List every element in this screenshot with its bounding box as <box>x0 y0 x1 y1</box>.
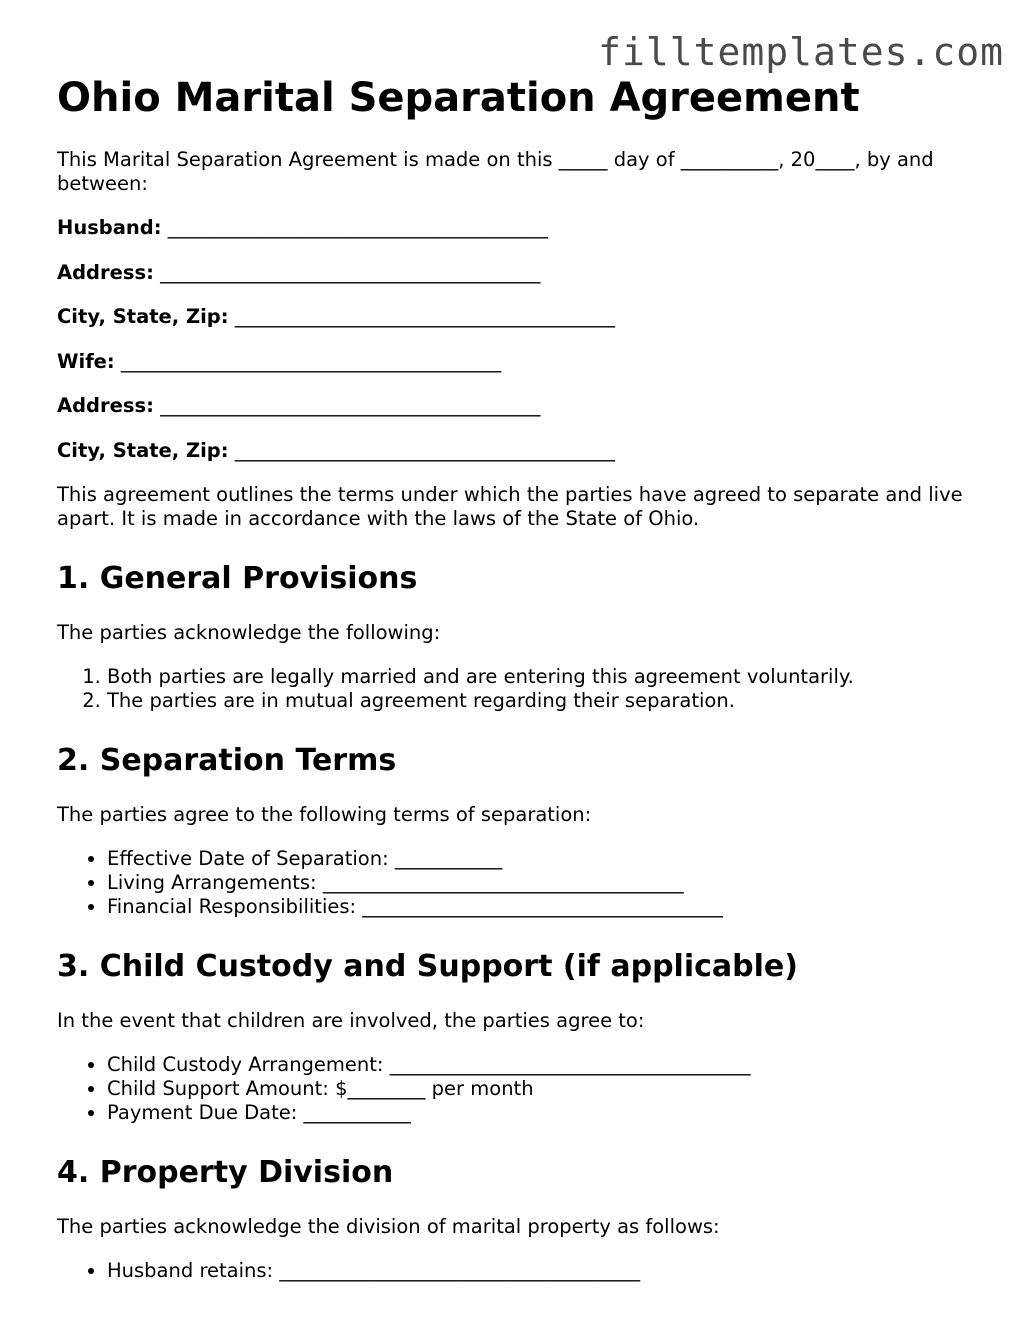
watermark: filltemplates.com <box>598 30 1004 74</box>
list-item: • Child Custody Arrangement: _____________________________________ <box>107 1053 997 1077</box>
purpose-paragraph: This agreement outlines the terms under which the parties have agreed to separate and live apart. It is made in accordance with the laws of the State of Ohio. <box>57 483 963 530</box>
list-item: • Living Arrangements: _____________________________________ <box>107 871 997 895</box>
general-provisions-list <box>57 665 997 713</box>
field-label: Wife: <box>57 349 115 373</box>
field-label: Address: <box>57 394 154 417</box>
document-title: Ohio Marital Separation Agreement <box>57 75 860 121</box>
section-lead-terms: The parties agree to the following terms of separation: <box>57 803 592 826</box>
wife-address-field <box>57 394 997 418</box>
field-blank: _______________________________________ <box>234 438 616 462</box>
field-blank: _______________________________________ <box>160 394 541 417</box>
list-item: • Effective Date of Separation: ___________ <box>107 847 997 871</box>
wife-city-state-zip-field <box>57 439 997 463</box>
list-item: 1. Both parties are legally married and are entering this agreement voluntarily. <box>107 665 997 689</box>
field-label: Husband: <box>57 216 162 239</box>
section-heading-property: 4. Property Division <box>57 1155 394 1190</box>
husband-city-state-zip-field <box>57 305 997 329</box>
separation-terms-list <box>57 847 997 919</box>
field-blank: _______________________________________ <box>160 260 541 284</box>
field-blank: _______________________________________ <box>234 305 616 328</box>
field-label: City, State, Zip: <box>57 305 229 328</box>
field-label: Address: <box>57 260 154 284</box>
section-lead-custody: In the event that children are involved, the parties agree to: <box>57 1009 645 1032</box>
list-item: • Financial Responsibilities: _____________________________________ <box>107 895 997 919</box>
section-lead-general: The parties acknowledge the following: <box>57 621 441 644</box>
husband-address-field <box>57 261 997 285</box>
field-label: City, State, Zip: <box>57 438 229 462</box>
husband-field <box>57 216 997 240</box>
section-heading-terms: 2. Separation Terms <box>57 743 397 778</box>
field-blank: _______________________________________ <box>167 216 549 239</box>
list-item: 2. The parties are in mutual agreement regarding their separation. <box>107 689 997 713</box>
wife-field <box>57 350 997 374</box>
section-lead-property: The parties acknowledge the division of marital property as follows: <box>57 1215 720 1238</box>
field-blank: _______________________________________ <box>120 349 502 373</box>
document-body <box>57 74 997 1303</box>
section-heading-general: 1. General Provisions <box>57 561 418 596</box>
intro-paragraph: This Marital Separation Agreement is made on this _____ day of __________, 20____, by and between: <box>57 148 934 195</box>
custody-support-list <box>57 1053 997 1125</box>
section-heading-custody: 3. Child Custody and Support (if applicable) <box>57 949 798 984</box>
list-item: • Child Support Amount: $________ per month <box>107 1077 997 1101</box>
property-division-list <box>57 1259 997 1283</box>
list-item: • Husband retains: _____________________________________ <box>107 1259 997 1283</box>
list-item: • Payment Due Date: ___________ <box>107 1101 997 1125</box>
